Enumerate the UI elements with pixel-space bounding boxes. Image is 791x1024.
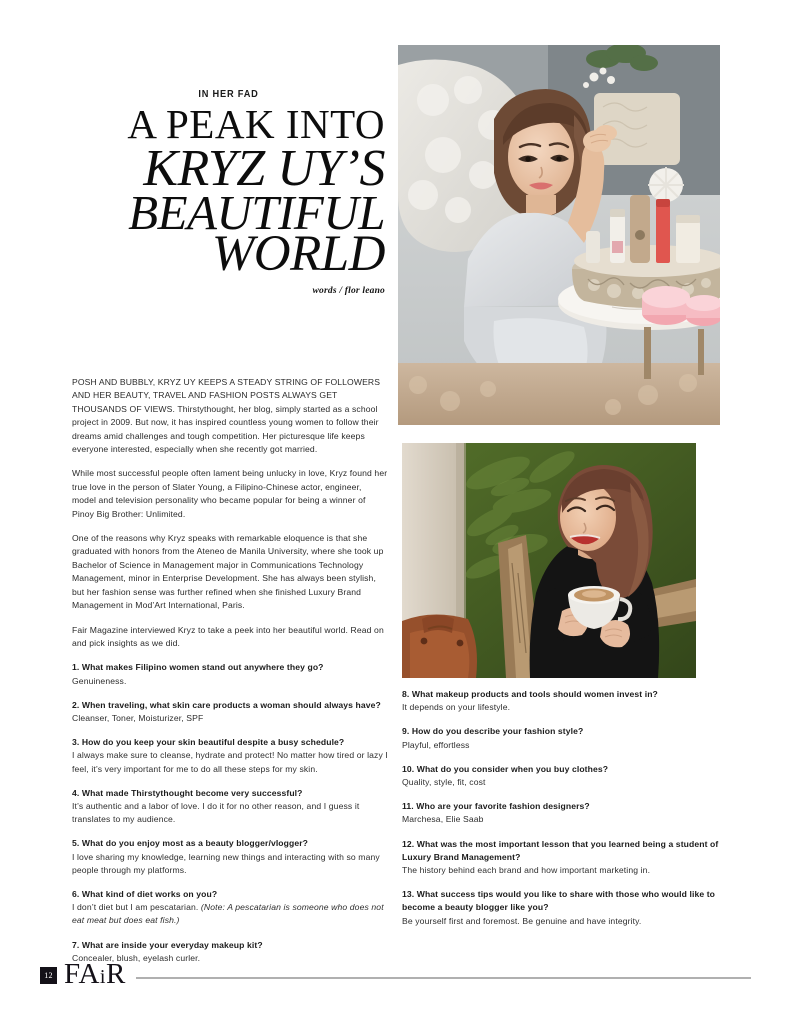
qa-answer: Be yourself first and foremost. Be genuine and have integrity. [402,915,642,926]
qa-question: 13. What success tips would you like to share with those who would like to become a beauty blogger like you? [402,889,716,913]
logo-text-small: i [99,965,106,988]
qa-answer: Concealer, blush, eyelash curler. [72,952,201,963]
qa-question: 8. What makeup products and tools should women invest in? [402,689,658,699]
qa-item [402,688,720,714]
headline-line-3: BEAUTIFUL [128,184,385,240]
qa-answer [72,901,388,927]
qa-item [402,763,720,789]
qa-answer: It depends on your lifestyle. [402,702,511,713]
photo-top-illustration [398,45,720,425]
qa-item [402,838,720,878]
photo-bottom-illustration [402,443,696,678]
footer-divider [136,977,751,979]
qa-answer: Playful, effortless [402,739,470,750]
qa-answer: Cleanser, Toner, Moisturizer, SPF [72,712,204,723]
intro-paragraph-2: While most successful people often lament being unlucky in love, Kryz found her true love in the person of Slater Young, a Filipino-Chinese actor, engineer, model and television personality who became popular for being a winner of Pinoy Big Brother: Unlimited. [72,468,388,519]
qa-question: 6. What kind of diet works on you? [72,888,218,899]
qa-answer: Marchesa, Elie Saab [402,814,484,825]
qa-question: 11. Who are your favorite fashion designers? [402,801,590,812]
qa-answer: I always make sure to cleanse, hydrate and protect! No matter how tired or lazy I feel, it’s very important for me to do all these steps for my skin. [72,750,388,774]
qa-question: 3. How do you keep your skin beautiful despite a busy schedule? [72,737,345,748]
qa-item [402,725,720,751]
qa-question: 12. What was the most important lesson that you learned being a student of Luxury Brand Management? [402,838,719,862]
qa-answer-note: (Note: A pescatarian is someone who does not eat meat but does eat fish.) [72,902,384,926]
intro-paragraph-4: Fair Magazine interviewed Kryz to take a peek into her beautiful world. Read on and pick insights as we did. [72,624,384,648]
intro-paragraph-3: One of the reasons why Kryz speaks with remarkable eloquence is that she graduated with honors from the Ateneo de Manila University, where she took up Bachelor of Science in Management major in Communications Technology Management, minor in Enterprise Development. She has always been stylish, but her fashion sense was further refined when she finished Luxury Brand Management in Mod’Art International, Paris. [72,533,384,611]
qa-answer: The history behind each brand and how important marketing in. [402,865,651,876]
right-text-column [402,688,720,939]
kryz-uy-with-skincare-products-photo [398,45,720,425]
logo-text-main: FA [64,957,100,990]
qa-item [402,888,720,928]
qa-item [72,787,388,827]
qa-question: 10. What do you consider when you buy clothes? [402,763,609,774]
page-title [72,101,385,282]
qa-question: 9. How do you describe your fashion style? [402,726,584,737]
qa-item [72,736,388,776]
page-footer [40,958,751,992]
kryz-uy-coffee-cup-photo [402,443,696,678]
intro-paragraph-1: POSH AND BUBBLY, KRYZ UY KEEPS A STEADY STRING OF FOLLOWERS AND HER BEAUTY, TRAVEL AND FASHION POSTS ALWAYS GET THOUSANDS OF VIEWS. Thirstythought, her blog, simply started as a school project in 2009. But now, it has inspired countless young women to follow their dreams amid challenges and tough competition. Her picturesque life keeps everyone interested, especially when she recently got married. [72,377,381,455]
page-number-badge: 12 [40,967,57,984]
article-byline: words / flor leano [312,285,385,296]
headline-line-1: A PEAK INTO [127,101,385,147]
qa-question: 2. When traveling, what skin care products a woman should always have? [72,699,381,710]
headline-line-4: WORLD [211,225,385,282]
qa-answer: Quality, style, fit, cost [402,777,486,788]
headline-line-2: KRYZ UY’S [143,139,385,197]
logo-text-end: R [105,957,126,990]
qa-item [72,699,388,725]
qa-answer-main: I don’t diet but I am pescatarian. [72,902,201,913]
left-text-column [72,376,388,976]
qa-answer: I love sharing my knowledge, learning new things and interacting with so many people through my platforms. [72,851,380,875]
fair-magazine-logo [64,957,126,990]
article-headline-block [72,88,385,296]
qa-question: 4. What made Thirstythought become very successful? [72,787,303,798]
qa-question: 7. What are inside your everyday makeup kit? [72,939,263,950]
qa-answer: It’s authentic and a labor of love. I do it for no other reason, and I guess it translates to my audience. [72,800,360,825]
qa-item [72,837,388,877]
qa-question: 5. What do you enjoy most as a beauty blogger/vlogger? [72,838,309,849]
qa-item [72,888,388,928]
qa-item [402,800,720,826]
qa-question: 1. What makes Filipino women stand out anywhere they go? [72,662,324,673]
article-kicker: IN HER FAD [198,88,259,100]
qa-item [72,661,388,687]
qa-answer: Genuineness. [72,675,127,686]
